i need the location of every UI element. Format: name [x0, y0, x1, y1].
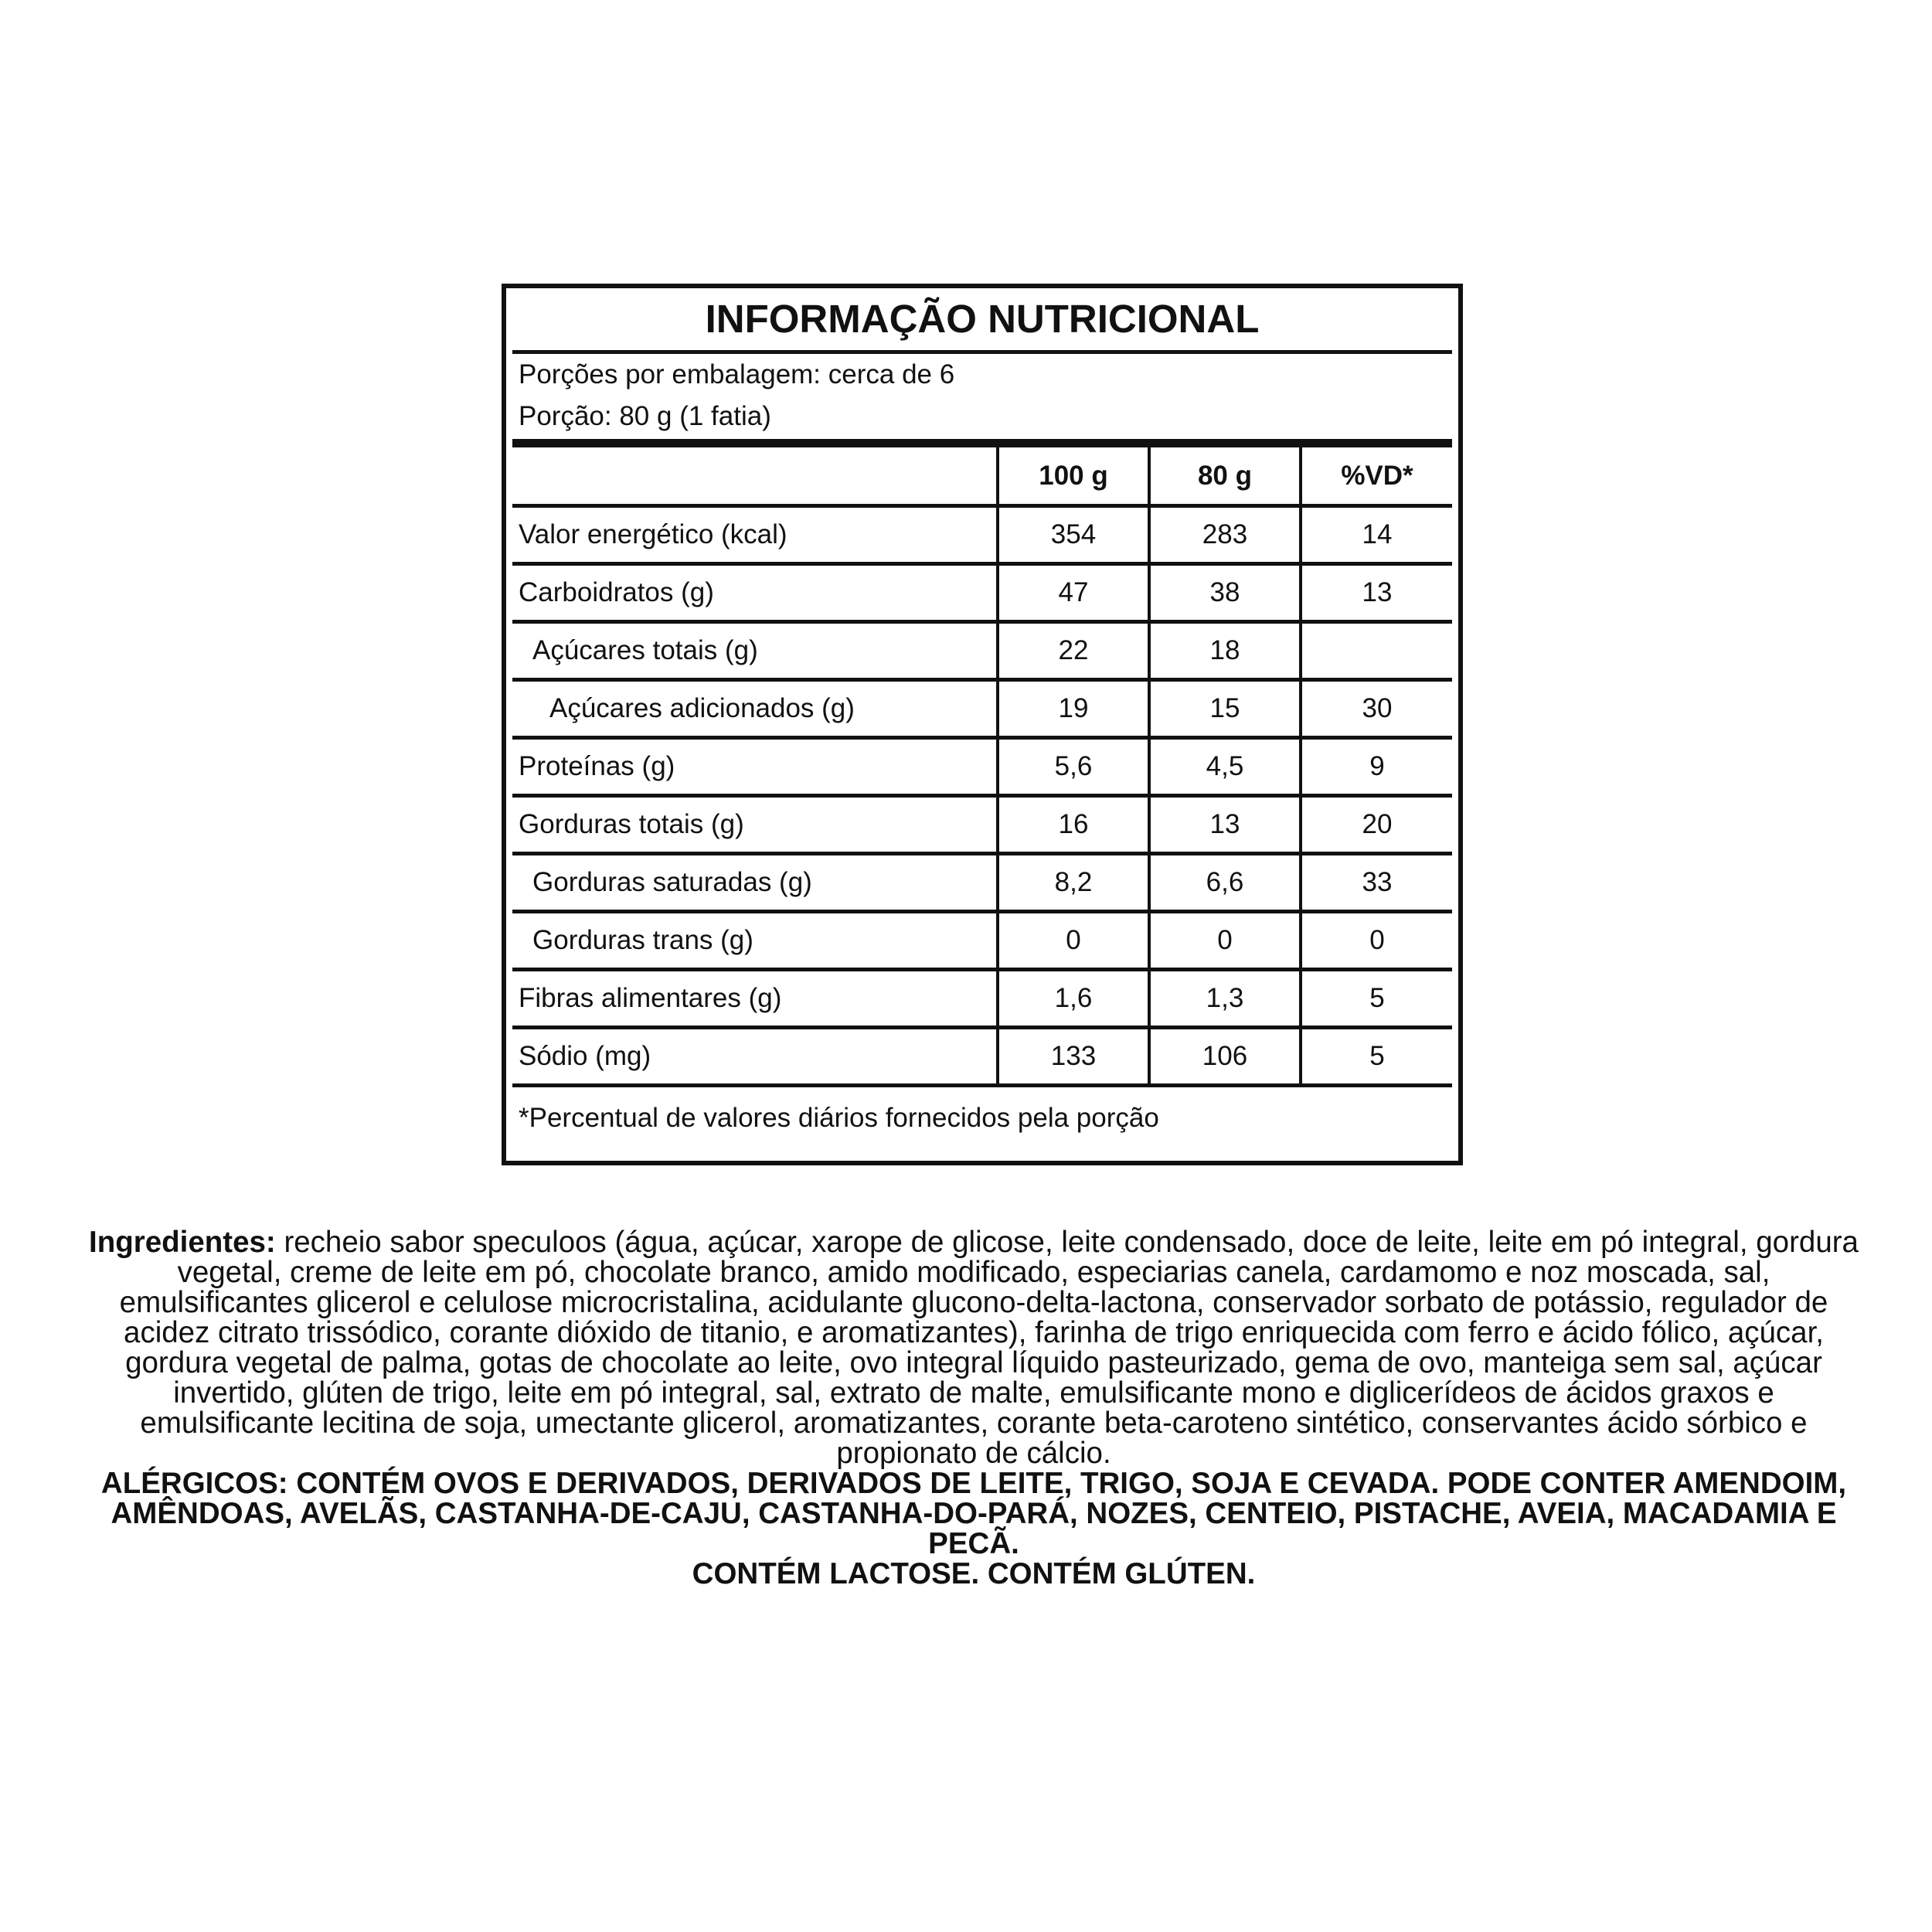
serving-size: Porção: 80 g (1 fatia)	[519, 401, 771, 431]
header-per-serving: 80 g	[1149, 447, 1301, 506]
nutrient-name: Fibras alimentares (g)	[512, 970, 998, 1028]
nutrients-header-row	[512, 447, 1452, 506]
nutrient-row	[512, 738, 1452, 796]
nutrient-name: Carboidratos (g)	[512, 564, 998, 622]
daily-value-footnote: *Percentual de valores diários fornecidos pela porção	[519, 1103, 1159, 1133]
lactose-gluten-warning: CONTÉM LACTOSE. CONTÉM GLÚTEN.	[692, 1557, 1256, 1590]
nutrient-row	[512, 796, 1452, 854]
nutrient-row	[512, 680, 1452, 738]
nutrient-name: Açúcares adicionados (g)	[512, 680, 998, 738]
ingredients-paragraph	[85, 1227, 1862, 1468]
nutrient-name: Sódio (mg)	[512, 1028, 998, 1086]
nutrient-daily-value: 13	[1301, 564, 1452, 622]
ingredients-section	[85, 1227, 1862, 1589]
nutrient-name: Açúcares totais (g)	[512, 622, 998, 680]
nutrient-per-serving: 1,3	[1149, 970, 1301, 1028]
nutrient-row	[512, 564, 1452, 622]
nutrient-per-serving: 13	[1149, 796, 1301, 854]
nutrient-name: Proteínas (g)	[512, 738, 998, 796]
serving-info	[512, 354, 1452, 447]
nutrient-per-serving: 6,6	[1149, 854, 1301, 912]
nutrient-per-serving: 38	[1149, 564, 1301, 622]
nutrient-name: Gorduras saturadas (g)	[512, 854, 998, 912]
nutrient-per-100g: 19	[998, 680, 1149, 738]
header-blank	[512, 447, 998, 506]
nutrient-per-serving: 283	[1149, 506, 1301, 564]
nutrient-per-serving: 15	[1149, 680, 1301, 738]
nutrient-daily-value: 14	[1301, 506, 1452, 564]
nutrient-per-100g: 5,6	[998, 738, 1149, 796]
nutrient-row	[512, 622, 1452, 680]
nutrient-row	[512, 506, 1452, 564]
nutrient-per-100g: 8,2	[998, 854, 1149, 912]
nutrient-daily-value	[1301, 622, 1452, 680]
nutrient-daily-value: 5	[1301, 1028, 1452, 1086]
nutrient-per-100g: 354	[998, 506, 1149, 564]
nutrient-per-100g: 1,6	[998, 970, 1149, 1028]
allergens-warning: ALÉRGICOS: CONTÉM OVOS E DERIVADOS, DERIVADOS DE LEITE, TRIGO, SOJA E CEVADA. PODE CONTER AMENDOIM, AMÊNDOAS, AVELÃS, CASTANHA-DE-CAJU, CASTANHA-DO-PARÁ, NOZES, CENTEIO, PISTACHE, AVEIA, MACADAMIA E PECÃ.	[100, 1467, 1847, 1560]
nutrient-per-100g: 0	[998, 912, 1149, 970]
nutrition-facts-table	[502, 284, 1463, 1165]
nutrient-row	[512, 854, 1452, 912]
nutrient-daily-value: 0	[1301, 912, 1452, 970]
nutrient-name: Gorduras totais (g)	[512, 796, 998, 854]
nutrient-name: Gorduras trans (g)	[512, 912, 998, 970]
nutrient-per-100g: 47	[998, 564, 1149, 622]
nutrient-name: Valor energético (kcal)	[512, 506, 998, 564]
nutrient-per-100g: 16	[998, 796, 1149, 854]
nutrient-daily-value: 30	[1301, 680, 1452, 738]
nutrient-per-serving: 4,5	[1149, 738, 1301, 796]
nutrient-per-serving: 18	[1149, 622, 1301, 680]
nutrient-row	[512, 912, 1452, 970]
ingredients-text: recheio sabor speculoos (água, açúcar, xarope de glicose, leite condensado, doce de leite, leite em pó integral, gordura vegetal, creme de leite em pó, chocolate branco, amido modificado, especiarias canela, cardamomo e noz moscada, sal, emulsificantes glicerol e celulose microcristalina, acidulante glucono-delta-lactona, conservador sorbato de potássio, regulador de acidez citrato trissódico, corante dióxido de titanio, e aromatizantes), farinha de trigo enriquecida com ferro e ácido fólico, açúcar, gordura vegetal de palma, gotas de chocolate ao leite, ovo integral líquido pasteurizado, gema de ovo, manteiga sem sal, açúcar invertido, glúten de trigo, leite em pó integral, sal, extrato de malte, emulsificante mono e diglicerídeos de ácidos graxos e emulsificante lecitina de soja, umectante glicerol, aromatizantes, corante beta-caroteno sintético, conservantes ácido sórbico e propionato de cálcio.	[119, 1226, 1859, 1470]
nutrient-daily-value: 9	[1301, 738, 1452, 796]
nutrient-per-serving: 106	[1149, 1028, 1301, 1086]
nutrient-per-100g: 133	[998, 1028, 1149, 1086]
nutrient-daily-value: 5	[1301, 970, 1452, 1028]
header-daily-value: %VD*	[1301, 447, 1452, 506]
header-per-100g: 100 g	[998, 447, 1149, 506]
nutrient-daily-value: 20	[1301, 796, 1452, 854]
nutrient-per-100g: 22	[998, 622, 1149, 680]
nutrients-table	[512, 447, 1452, 1087]
nutrient-per-serving: 0	[1149, 912, 1301, 970]
nutrient-daily-value: 33	[1301, 854, 1452, 912]
nutrient-row	[512, 1028, 1452, 1086]
nutrition-title: INFORMAÇÃO NUTRICIONAL	[512, 288, 1452, 354]
ingredients-label: Ingredientes:	[89, 1226, 276, 1259]
servings-per-package: Porções por embalagem: cerca de 6	[519, 359, 955, 389]
nutrient-row	[512, 970, 1452, 1028]
